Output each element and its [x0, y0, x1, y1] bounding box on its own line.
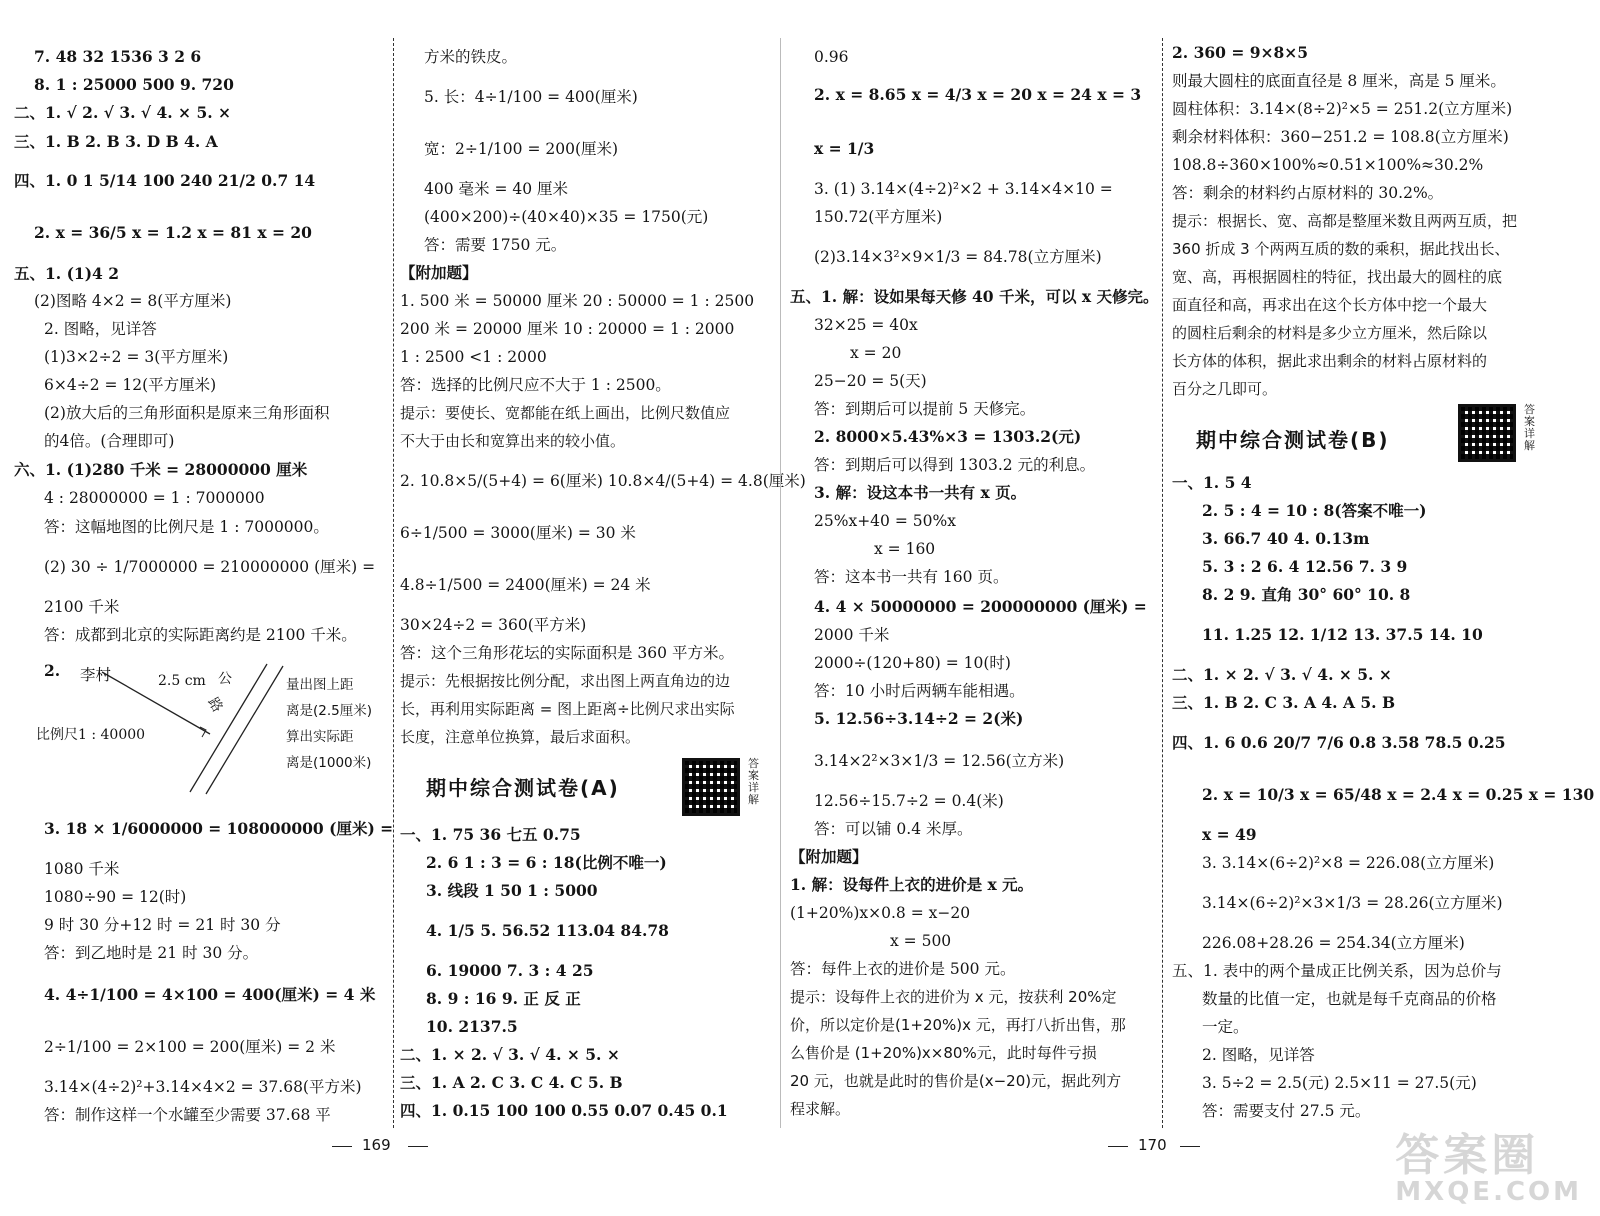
hint-line: 提示：先根据按比例分配，求出图上两直角边的边: [400, 672, 731, 690]
hint-line: 长，再利用实际距离 = 图上距离÷比例尺求出实际: [400, 700, 735, 718]
footer-rule-left: [332, 1146, 352, 1147]
diagram-note: 量出图上距: [286, 677, 354, 693]
answer-line: (2) 30 ÷ 1/7000000 = 210000000 (厘米) =: [44, 558, 376, 576]
village-label: 李村: [80, 666, 112, 684]
answer-line: (1+20%)x×0.8 = x−20: [790, 904, 971, 922]
answer-line: 2000 千米: [814, 626, 890, 644]
answer-line: 圆柱体积：3.14×(8÷2)²×5 = 251.2(立方厘米): [1172, 100, 1513, 118]
answer-line: 3. (1) 3.14×(4÷2)²×2 + 3.14×4×10 =: [814, 180, 1113, 198]
answer-line: 1 : 2500 <1 : 2000: [400, 348, 547, 366]
answer-line: 6. 19000 7. 3 : 4 25: [426, 961, 594, 980]
answer-line: 答：制作这样一个水罐至少需要 37.68 平: [44, 1106, 331, 1124]
answer-line: 答：需要 1750 元。: [424, 236, 567, 254]
answer-line: 108.8÷360×100%≈0.51×100%≈30.2%: [1172, 156, 1484, 174]
watermark-logo: [1395, 1130, 1582, 1207]
answer-line: 答：到乙地时是 21 时 30 分。: [44, 944, 259, 962]
qr-code-icon[interactable]: [682, 758, 740, 816]
hint-line: 价，所以定价是(1+20%)x 元，再打八折出售，那: [790, 1016, 1126, 1034]
answer-line: 答：到期后可以得到 1303.2 元的利息。: [814, 456, 1096, 474]
answer-line: (2)放大后的三角形面积是原来三角形面积: [44, 404, 330, 422]
answer-line: 5. 12.56÷3.14÷2 = 2(米): [814, 709, 1024, 728]
answer-line: 五、1. 解：设如果每天修 40 千米，可以 x 天修完。: [790, 287, 1159, 306]
answer-line: 6×4÷2 = 12(平方厘米): [44, 376, 217, 394]
answer-line: (400×200)÷(40×40)×35 = 1750(元): [424, 208, 709, 226]
diagram-note: 离是(2.5厘米): [286, 703, 373, 719]
answer-line: (2)3.14×3²×9×1/3 = 84.78(立方厘米): [814, 248, 1102, 266]
answer-line: 3. 3.14×(6÷2)²×8 = 226.08(立方厘米): [1202, 854, 1495, 872]
answer-line: 方米的铁皮。: [424, 48, 518, 66]
hint-line: 提示：根据长、宽、高都是整厘米数且两两互质，把: [1172, 212, 1518, 230]
diagram-note: 离是(1000米): [286, 755, 372, 771]
answer-line: 10. 2137.5: [426, 1017, 518, 1036]
answer-line: 数量的比值一定，也就是每千克商品的价格: [1202, 990, 1497, 1008]
answer-line: 六、1. (1)280 千米 = 28000000 厘米: [14, 460, 308, 479]
diagram-note: 算出实际距: [286, 729, 354, 745]
answer-line: 2. x = 36/5 x = 1.2 x = 81 x = 20: [34, 223, 312, 242]
answer-line: x = 20: [850, 344, 902, 362]
answer-line: 1. 解：设每件上衣的进价是 x 元。: [790, 875, 1034, 894]
answer-line: 五、1. 表中的两个量成正比例关系，因为总价与: [1172, 962, 1502, 980]
hint-line: 面直径和高，再求出在这个长方体中挖一个最大: [1172, 296, 1488, 314]
answer-line: 三、1. B 2. C 3. A 4. A 5. B: [1172, 693, 1396, 712]
hint-line: 的圆柱后剩余的材料是多少立方厘米，然后除以: [1172, 324, 1488, 342]
answer-line: 6÷1/500 = 3000(厘米) = 30 米: [400, 524, 636, 542]
answer-line: 3. 线段 1 50 1 : 5000: [426, 881, 598, 900]
answer-line: 二、1. √ 2. √ 3. √ 4. × 5. ×: [14, 103, 232, 122]
answer-line: x = 160: [874, 540, 936, 558]
road-label-a: 公: [218, 671, 232, 687]
answer-line: 25%x+40 = 50%x: [814, 512, 956, 530]
answer-line: x = 49: [1202, 825, 1257, 844]
answer-line: 的4倍。(合理即可): [44, 432, 175, 450]
column-divider: [393, 38, 394, 1128]
answer-line: 400 毫米 = 40 厘米: [424, 180, 569, 198]
answer-line: 剩余材料体积：360−251.2 = 108.8(立方厘米): [1172, 128, 1509, 146]
answer-line: 8. 2 9. 直角 30° 60° 10. 8: [1202, 585, 1411, 604]
bonus-heading: 【附加题】: [400, 264, 478, 282]
answer-line: 三、1. A 2. C 3. C 4. C 5. B: [400, 1073, 623, 1092]
distance-label: 2.5 cm: [158, 673, 206, 689]
answer-line: 3. 解：设这本书一共有 x 页。: [814, 483, 1027, 502]
watermark-text: 答案圈: [1395, 1130, 1540, 1181]
answer-line: 答：成都到北京的实际距离约是 2100 千米。: [44, 626, 357, 644]
answer-line: 答：剩余的材料约占原材料的 30.2%。: [1172, 184, 1444, 202]
column-3: [790, 0, 1160, 1216]
answer-line: 宽：2÷1/100 = 200(厘米): [424, 140, 619, 158]
answer-line: 答：10 小时后两辆车能相遇。: [814, 682, 1025, 700]
hint-line: 20 元，也就是此时的售价是(x−20)元，据此列方: [790, 1072, 1122, 1090]
answer-line: 2. 图略，见详答: [1202, 1046, 1315, 1064]
page-number-right: 170: [1138, 1136, 1167, 1154]
answer-line: 5. 3 : 2 6. 4 12.56 7. 3 9: [1202, 557, 1408, 576]
item-number: 2.: [44, 661, 61, 680]
column-divider: [780, 38, 781, 1128]
column-divider: [1162, 38, 1163, 1128]
hint-line: 程求解。: [790, 1100, 851, 1118]
scale-diagram: [36, 652, 380, 802]
answer-line: 一定。: [1202, 1018, 1249, 1036]
answer-line: 四、1. 0 1 5/14 100 240 21/2 0.7 14: [14, 171, 316, 190]
answer-line: (2)图略 4×2 = 8(平方厘米): [34, 292, 232, 310]
answer-line: (1)3×2÷2 = 3(平方厘米): [44, 348, 229, 366]
answer-line: 答：到期后可以提前 5 天修完。: [814, 400, 1036, 418]
hint-line: 长方体的体积，据此求出剩余的材料占原材料的: [1172, 352, 1488, 370]
answer-line: 一、1. 75 36 七五 0.75: [400, 825, 581, 844]
answer-line: 4.8÷1/500 = 2400(厘米) = 24 米: [400, 576, 651, 594]
hint-line: 宽、高，再根据圆柱的特征，找出最大的圆柱的底: [1172, 268, 1503, 286]
answer-line: 3. 5÷2 = 2.5(元) 2.5×11 = 27.5(元): [1202, 1074, 1477, 1092]
answer-line: 四、1. 6 0.6 20/7 7/6 0.8 3.58 78.5 0.25: [1172, 733, 1506, 752]
page-number-left: 169: [362, 1136, 391, 1154]
answer-line: 答：这本书一共有 160 页。: [814, 568, 1009, 586]
answer-line: 226.08+28.26 = 254.34(立方厘米): [1202, 934, 1465, 952]
answer-line: 四、1. 0.15 100 100 0.55 0.07 0.45 0.1: [400, 1101, 728, 1120]
answer-line: 8. 1 : 25000 500 9. 720: [34, 75, 234, 94]
answer-line: 25−20 = 5(天): [814, 372, 927, 390]
answer-line: 32×25 = 40x: [814, 316, 918, 334]
answer-line: 4. 4÷1/100 = 4×100 = 400(厘米) = 4 米: [44, 985, 376, 1004]
section-title-b: 期中综合测试卷(B): [1196, 428, 1390, 452]
answer-line: 4. 4 × 50000000 = 200000000 (厘米) =: [814, 597, 1147, 616]
bonus-heading: 【附加题】: [790, 848, 868, 866]
answer-line: 7. 48 32 1536 3 2 6: [34, 47, 202, 66]
answer-line: 9 时 30 分+12 时 = 21 时 30 分: [44, 916, 281, 934]
answer-line: 答：这幅地图的比例尺是 1 : 7000000。: [44, 518, 329, 536]
answer-line: 1080 千米: [44, 860, 120, 878]
answer-line: 2000÷(120+80) = 10(时): [814, 654, 1011, 672]
section-title-a: 期中综合测试卷(A): [426, 776, 620, 800]
footer-rule-right: [1108, 1146, 1128, 1147]
answer-line: 0.96: [814, 48, 849, 66]
answer-line: 答：需要支付 27.5 元。: [1202, 1102, 1371, 1120]
column-4: [1168, 0, 1595, 1216]
answer-line: 150.72(平方厘米): [814, 208, 943, 226]
hint-line: 提示：设每件上衣的进价为 x 元，按获利 20%定: [790, 988, 1117, 1006]
answer-line: 12.56÷15.7÷2 = 0.4(米): [814, 792, 1004, 810]
answer-line: 3.14×(6÷2)²×3×1/3 = 28.26(立方厘米): [1202, 894, 1503, 912]
answer-line: 五、1. (1)4 2: [14, 264, 119, 283]
answer-line: 8. 9 : 16 9. 正 反 正: [426, 989, 581, 1008]
hint-line: 360 折成 3 个两两互质的数的乘积，据此找出长、: [1172, 240, 1510, 258]
answer-line: 1. 500 米 = 50000 厘米 20 : 50000 = 1 : 2500: [400, 292, 755, 310]
answer-line: 三、1. B 2. B 3. D B 4. A: [14, 132, 218, 151]
answer-line: 2÷1/100 = 2×100 = 200(厘米) = 2 米: [44, 1038, 336, 1056]
answer-line: 则最大圆柱的底面直径是 8 厘米，高是 5 厘米。: [1172, 72, 1506, 90]
answer-line: 2. 360 = 9×8×5: [1172, 43, 1309, 62]
answer-line: 2. 10.8×5/(5+4) = 6(厘米) 10.8×4/(5+4) = 4.8(厘米): [400, 472, 806, 490]
answer-line: 2100 千米: [44, 598, 120, 616]
answer-line: 200 米 = 20000 厘米 10 : 20000 = 1 : 2000: [400, 320, 735, 338]
scale-label: 比例尺1 : 40000: [36, 727, 146, 743]
answer-line: 答：选择的比例尺应不大于 1 : 2500。: [400, 376, 671, 394]
footer-rule-left: [408, 1146, 428, 1147]
answer-line: 3.14×(4÷2)²+3.14×4×2 = 37.68(平方米): [44, 1078, 362, 1096]
hint-line: 不大于由长和宽算出来的较小值。: [400, 432, 626, 450]
answer-line: 2. 5 : 4 = 10 : 8(答案不唯一): [1202, 501, 1427, 520]
answer-line: 3. 66.7 40 4. 0.13m: [1202, 529, 1370, 548]
qr-label: 答案详解: [1524, 403, 1535, 452]
qr-code-icon[interactable]: [1458, 404, 1516, 462]
answer-line: 2. x = 10/3 x = 65/48 x = 2.4 x = 0.25 x = 130: [1202, 785, 1595, 804]
answer-line: 2. 6 1 : 3 = 6 : 18(比例不唯一): [426, 853, 667, 872]
answer-line: x = 1/3: [814, 139, 875, 158]
column-2: [396, 0, 806, 1216]
footer-rule-right: [1180, 1146, 1200, 1147]
watermark-url: MXQE.COM: [1395, 1177, 1582, 1207]
hint-line: 提示：要使长、宽都能在纸上画出，比例尺数值应: [400, 404, 731, 422]
answer-line: 答：每件上衣的进价是 500 元。: [790, 960, 1016, 978]
answer-line: 4. 1/5 5. 56.52 113.04 84.78: [426, 921, 669, 940]
answer-line: 5. 长：4÷1/100 = 400(厘米): [424, 88, 638, 106]
answer-line: 答：可以铺 0.4 米厚。: [814, 820, 973, 838]
answer-line: 二、1. × 2. √ 3. √ 4. × 5. ×: [1172, 665, 1392, 684]
answer-line: 3.14×2²×3×1/3 = 12.56(立方米): [814, 752, 1065, 770]
answer-line: 答：这个三角形花坛的实际面积是 360 平方米。: [400, 644, 734, 662]
answer-line: 1080÷90 = 12(时): [44, 888, 187, 906]
answer-line: 30×24÷2 = 360(平方米): [400, 616, 587, 634]
hint-line: 百分之几即可。: [1172, 380, 1278, 398]
hint-line: 长度，注意单位换算，最后求面积。: [400, 728, 641, 746]
answer-line: 一、1. 5 4: [1172, 473, 1252, 492]
answer-line: 2. x = 8.65 x = 4/3 x = 20 x = 24 x = 3: [814, 85, 1142, 104]
answer-line: x = 500: [890, 932, 952, 950]
road-label-b: 路: [204, 694, 226, 716]
answer-line: 3. 18 × 1/6000000 = 108000000 (厘米) =: [44, 819, 394, 838]
answer-line: 2. 8000×5.43%×3 = 1303.2(元): [814, 427, 1082, 446]
answer-line: 4 : 28000000 = 1 : 7000000: [44, 489, 265, 507]
column-1: [0, 0, 394, 1216]
hint-line: 么售价是 (1+20%)x×80%元，此时每件亏损: [790, 1044, 1097, 1062]
answer-line: 2. 图略，见详答: [44, 320, 157, 338]
qr-label: 答案详解: [748, 757, 759, 806]
answer-line: 11. 1.25 12. 1/12 13. 37.5 14. 10: [1202, 625, 1483, 644]
answer-line: 二、1. × 2. √ 3. √ 4. × 5. ×: [400, 1045, 620, 1064]
